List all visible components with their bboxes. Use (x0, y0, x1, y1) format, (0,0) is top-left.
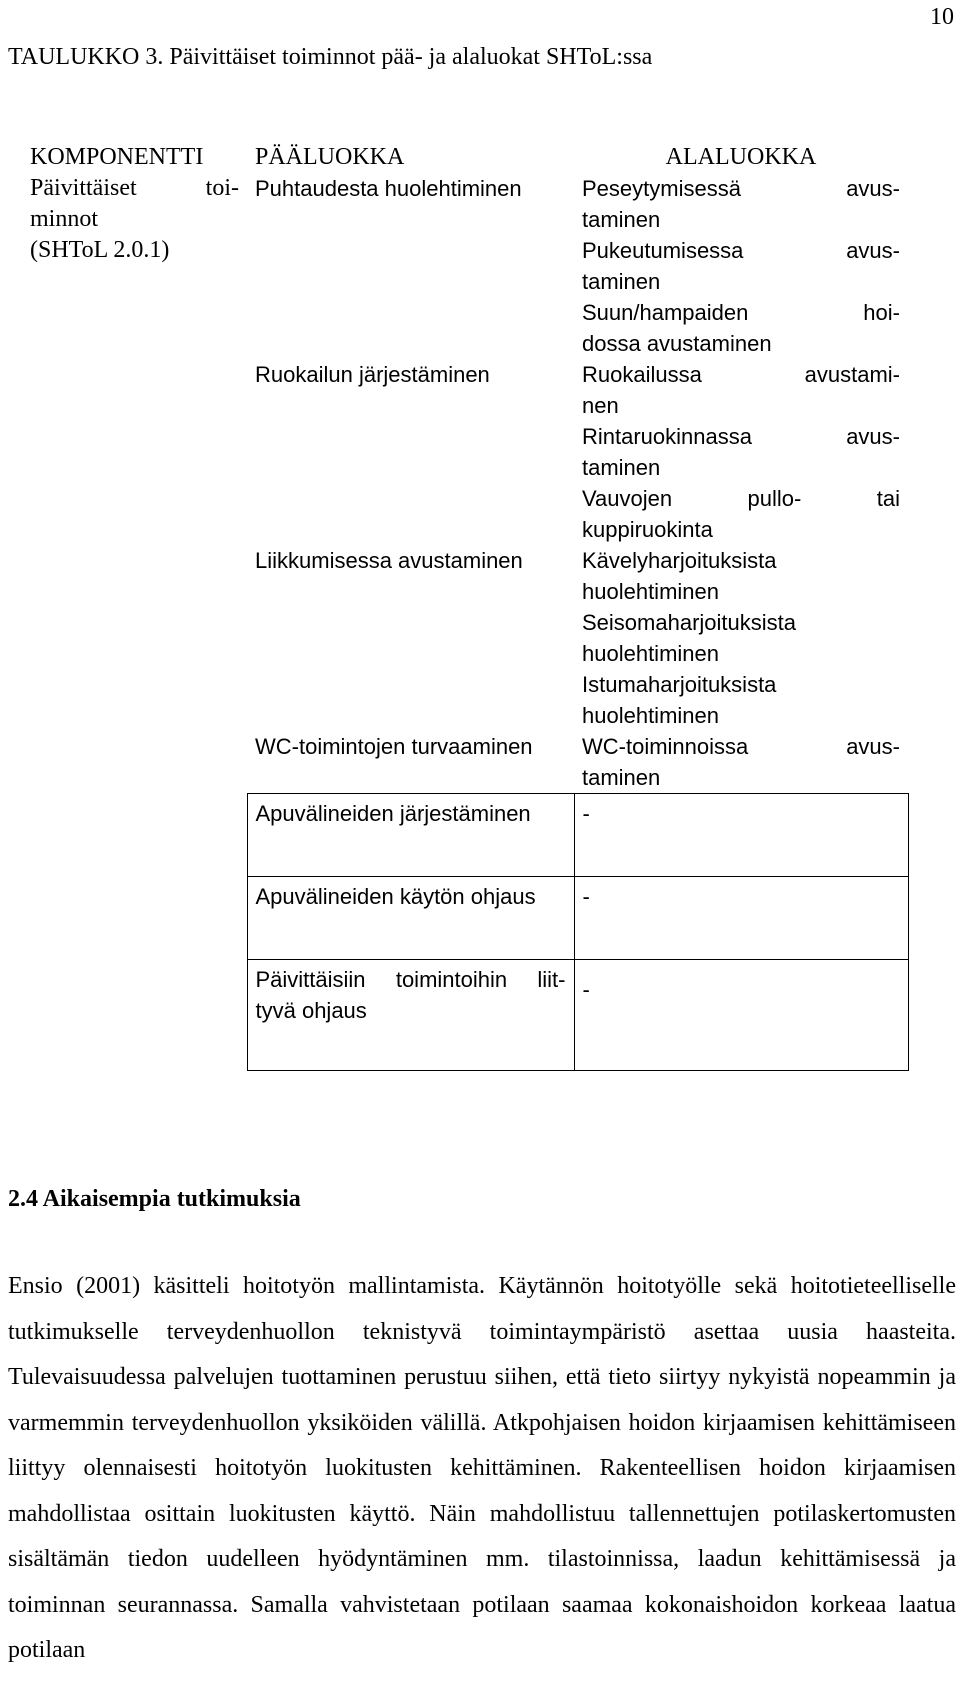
sub-class-cell (574, 669, 908, 731)
sub-class-line: nen (582, 393, 619, 418)
sub-class-cell (574, 731, 908, 794)
sub-class-cell (574, 545, 908, 607)
sub-class-line: Vauvojen pullo- tai (582, 486, 900, 511)
sub-class-line: huolehtiminen (582, 641, 719, 666)
empty-cell (22, 877, 247, 960)
sub-class-line: Suun/hampaiden hoi- (582, 300, 900, 325)
sub-class-cell: - (574, 960, 908, 1071)
main-class-cell: WC-toimintojen turvaaminen (255, 734, 533, 759)
sub-class-line: taminen (582, 269, 661, 294)
table-caption: TAULUKKO 3. Päivittäiset toiminnot pää- ja alaluokat SHToL:ssa (8, 44, 653, 70)
empty-cell (22, 794, 247, 877)
table-row (22, 173, 908, 235)
table-row-bordered (22, 877, 908, 960)
main-class-line: tyvä ohjaus (255, 998, 367, 1023)
main-class-cell: Liikkumisessa avustaminen (255, 548, 523, 573)
table-row-bordered (22, 794, 908, 877)
sub-class-cell (574, 173, 908, 235)
sub-class-line: dossa avustaminen (582, 331, 772, 356)
component-line: (SHToL 2.0.1) (30, 237, 170, 263)
header-sub-class: ALALUOKKA (665, 144, 817, 170)
body-paragraph: Ensio (2001) käsitteli hoitotyön mallintamista. Käytännön hoitotyölle sekä hoitotieteelliselle tutkimukselle terveydenhuollon teknistyvä toimintaympäristö asettaa uusia haasteita. Tulevaisuudessa palvelujen tuottaminen perustuu siihen, että tieto siirtyy nykyistä nopeammin ja varmemmin terveydenhuollon yksiköiden välillä. Atkpohjaisen hoidon kirjaamisen kehittämiseen liittyy olennaisesti hoitotyön luokitusten kehittäminen. Rakenteellisen hoidon kirjaamisen mahdollistaa osittain luokitusten käyttö. Näin mahdollistuu tallennettujen potilaskertomusten sisältämän tiedon uudelleen hyödyntäminen mm. tilastoinnissa, laadun kehittämisessä ja toiminnan seurannassa. Samalla vahvistetaan potilaan saamaa kokonaishoidon korkeaa laatua potilaan (8, 1273, 956, 1663)
main-class-cell (247, 794, 574, 877)
sub-class-line: Pukeutumisessa avus- (582, 238, 900, 263)
sub-class-cell (574, 483, 908, 545)
main-class-cell: Ruokailun järjestäminen (255, 362, 490, 387)
sub-class-line: Peseytymisessä avus- (582, 176, 900, 201)
sub-class-cell: - (574, 794, 908, 877)
sub-class-line: taminen (582, 765, 661, 790)
main-class-cell (247, 877, 574, 960)
header-component: KOMPONENTTI (30, 144, 204, 170)
header-main-class: PÄÄLUOKKA (255, 144, 405, 170)
component-line: minnot (30, 206, 99, 232)
main-class-line: Päivittäisiin toimintoihin liit- (255, 967, 566, 992)
sub-class-line: taminen (582, 455, 661, 480)
sub-class-line: Ruokailussa avustami- (582, 362, 900, 387)
page-number: 10 (930, 4, 954, 30)
component-cell (22, 173, 247, 794)
table-row-bordered (22, 960, 908, 1071)
sub-class-line: Istumaharjoituksista (582, 672, 777, 697)
sub-class-line: Rintaruokinnassa avus- (582, 424, 900, 449)
component-line: Päivittäiset toi- (30, 175, 239, 201)
sub-class-line: Seisomaharjoituksista (582, 610, 796, 635)
sub-class-line: Kävelyharjoituksista (582, 548, 777, 573)
main-class-line: Apuvälineiden käytön ohjaus (255, 884, 536, 909)
table-header-row (22, 142, 908, 173)
sub-class-line: taminen (582, 207, 661, 232)
sub-class-line: huolehtiminen (582, 703, 719, 728)
empty-cell (22, 960, 247, 1071)
sub-class-cell (574, 607, 908, 669)
main-class-cell (247, 960, 574, 1071)
sub-class-cell (574, 359, 908, 421)
sub-class-cell (574, 297, 908, 359)
sub-class-cell (574, 421, 908, 483)
sub-class-cell (574, 235, 908, 297)
sub-class-line: huolehtiminen (582, 579, 719, 604)
main-class-line: Apuvälineiden järjestäminen (255, 801, 531, 826)
main-class-cell: Puhtaudesta huolehtiminen (255, 176, 522, 201)
section-title: 2.4 Aikaisempia tutkimuksia (8, 1186, 301, 1212)
classification-table (22, 142, 909, 1071)
sub-class-cell: - (574, 877, 908, 960)
sub-class-line: WC-toiminnoissa avus- (582, 734, 900, 759)
sub-class-line: kuppiruokinta (582, 517, 713, 542)
